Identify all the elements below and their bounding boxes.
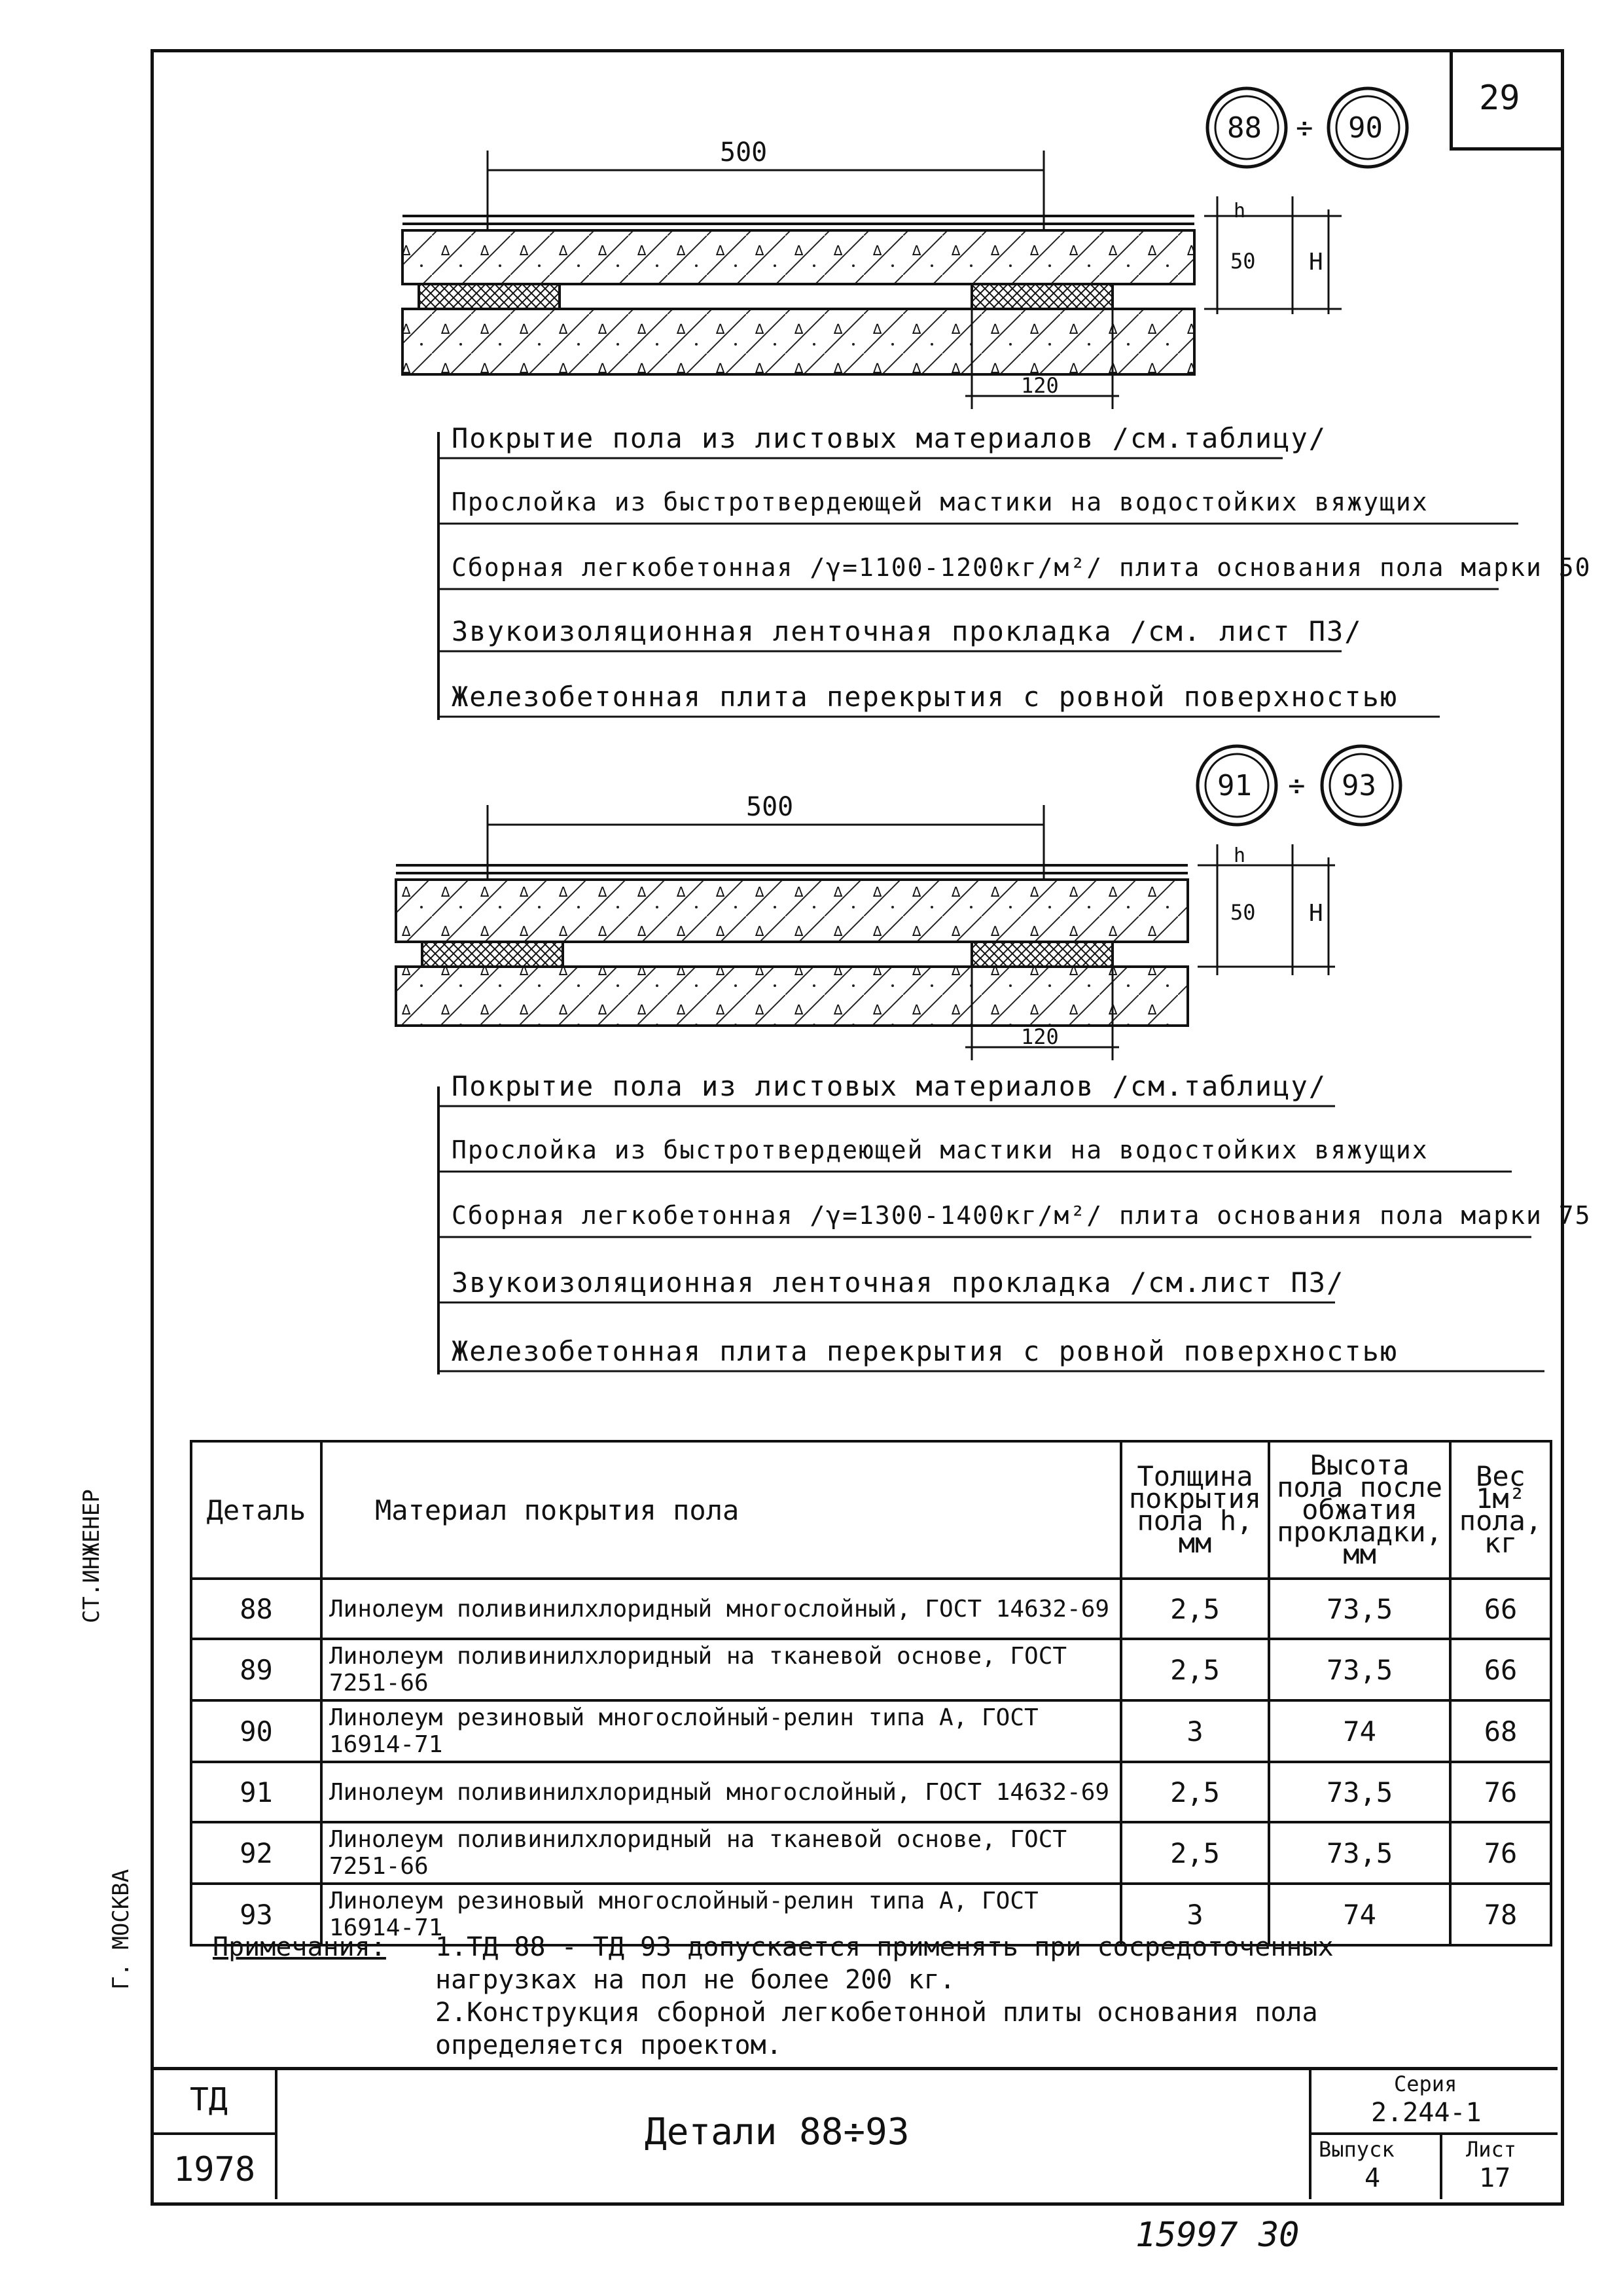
detail-a-layer-4: Звукоизоляционная ленточная прокладка /см. лист П3/ xyxy=(452,615,1363,647)
table-row xyxy=(191,1822,1551,1884)
title-block-right-divider xyxy=(1309,2132,1558,2135)
notes-title: Примечания: xyxy=(213,1932,386,1962)
cell-weight: 76 xyxy=(1450,1762,1551,1822)
table-row xyxy=(191,1639,1551,1700)
cell-weight: 66 xyxy=(1450,1579,1551,1639)
detail-b-dim-H: H xyxy=(1309,900,1323,927)
cell-detail: 91 xyxy=(191,1762,321,1822)
detail-a-layer-1: Покрытие пола из листовых материалов /см.таблицу/ xyxy=(452,422,1327,454)
side-label-engineer: СТ.ИНЖЕНЕР xyxy=(79,1489,105,1623)
title-block-issue-divider xyxy=(1440,2132,1442,2199)
detail-b-range-sep: ÷ xyxy=(1288,769,1306,802)
header-detail: Деталь xyxy=(191,1441,321,1579)
cell-detail: 92 xyxy=(191,1822,321,1884)
series-label: Серия xyxy=(1394,2072,1457,2096)
cell-height: 73,5 xyxy=(1269,1639,1450,1700)
cell-height: 73,5 xyxy=(1269,1822,1450,1884)
issue-label: Выпуск xyxy=(1319,2137,1395,2162)
cell-material: Линолеум резиновый многослойный-релин типа А, ГОСТ 16914-71 xyxy=(321,1884,1121,1945)
detail-b-dim-h: h xyxy=(1234,844,1246,867)
cell-detail: 90 xyxy=(191,1700,321,1762)
left-margin-stamp xyxy=(124,1296,153,2140)
bottom-stamp: 15997 30 xyxy=(1135,2215,1300,2255)
sheet-label: Лист xyxy=(1466,2137,1517,2162)
cell-height: 74 xyxy=(1269,1884,1450,1945)
detail-b-range-from: 91 xyxy=(1217,769,1252,802)
cell-height: 74 xyxy=(1269,1700,1450,1762)
detail-b-layer-3: Сборная легкобетонная /γ=1300-1400кг/м²/ плита основания пола марки 75 xyxy=(452,1201,1592,1230)
detail-b-dim-spacing: 500 xyxy=(746,792,794,822)
cell-weight: 78 xyxy=(1450,1884,1551,1945)
header-height: Высота пола после обжатия прокладки, мм xyxy=(1269,1441,1450,1579)
cell-thickness: 2,5 xyxy=(1121,1639,1269,1700)
cell-detail: 88 xyxy=(191,1579,321,1639)
title-block-year: 1978 xyxy=(173,2150,256,2189)
detail-a-range-from: 88 xyxy=(1227,111,1262,145)
detail-a-layer-3: Сборная легкобетонная /γ=1100-1200кг/м²/ плита основания пола марки 50 xyxy=(452,553,1592,582)
sheet-value: 17 xyxy=(1479,2163,1511,2193)
header-weight: Вес 1м² пола, кг xyxy=(1450,1441,1551,1579)
issue-value: 4 xyxy=(1364,2163,1381,2193)
cell-detail: 93 xyxy=(191,1884,321,1945)
cell-height: 73,5 xyxy=(1269,1762,1450,1822)
series-value: 2.244-1 xyxy=(1371,2098,1482,2128)
detail-b-dim-strip: 120 xyxy=(1021,1024,1059,1049)
detail-a-dim-h: h xyxy=(1234,200,1246,223)
cell-material: Линолеум поливинилхлоридный на тканевой основе, ГОСТ 7251-66 xyxy=(321,1639,1121,1700)
cell-weight: 66 xyxy=(1450,1639,1551,1700)
cell-material: Линолеум поливинилхлоридный на тканевой основе, ГОСТ 7251-66 xyxy=(321,1822,1121,1884)
header-thickness: Толщина покрытия пола h, мм xyxy=(1121,1441,1269,1579)
cell-thickness: 2,5 xyxy=(1121,1579,1269,1639)
detail-b-layer-5: Железобетонная плита перекрытия с ровной поверхностью xyxy=(452,1335,1399,1367)
detail-a-layer-2: Прослойка из быстротвердеющей мастики на водостойких вяжущих xyxy=(452,488,1429,516)
detail-b-layer-1: Покрытие пола из листовых материалов /см.таблицу/ xyxy=(452,1070,1327,1102)
detail-b-layer-2: Прослойка из быстротвердеющей мастики на водостойких вяжущих xyxy=(452,1136,1429,1164)
cell-weight: 76 xyxy=(1450,1822,1551,1884)
table-row xyxy=(191,1700,1551,1762)
detail-a-dim-spacing: 500 xyxy=(720,137,768,168)
cell-thickness: 2,5 xyxy=(1121,1822,1269,1884)
side-label-city: Г. МОСКВА xyxy=(108,1869,134,1990)
detail-a-dim-strip: 120 xyxy=(1021,373,1059,398)
detail-a-range-to: 90 xyxy=(1348,111,1383,145)
page-number: 29 xyxy=(1479,79,1520,118)
detail-a-range-sep: ÷ xyxy=(1296,111,1313,145)
table-row xyxy=(191,1579,1551,1639)
title-block-code: ТД xyxy=(190,2081,228,2118)
materials-table xyxy=(190,1440,1552,1946)
table-header-row xyxy=(191,1441,1551,1579)
header-material: Материал покрытия пола xyxy=(321,1441,1121,1579)
detail-b-drawing xyxy=(0,720,1623,1407)
detail-a-dim-50: 50 xyxy=(1230,249,1256,274)
detail-a-layer-5: Железобетонная плита перекрытия с ровной поверхностью xyxy=(452,681,1399,713)
table-row xyxy=(191,1762,1551,1822)
cell-weight: 68 xyxy=(1450,1700,1551,1762)
cell-material: Линолеум поливинилхлоридный многослойный, ГОСТ 14632-69 xyxy=(321,1579,1121,1639)
note-1: 1.ТД 88 - ТД 93 допускается применять при сосредоточенных нагрузках на пол не более 200 кг. xyxy=(435,1932,1334,1995)
cell-height: 73,5 xyxy=(1269,1579,1450,1639)
detail-b-range-to: 93 xyxy=(1342,769,1376,802)
detail-a-dim-H: H xyxy=(1309,249,1323,276)
cell-thickness: 3 xyxy=(1121,1884,1269,1945)
cell-material: Линолеум резиновый многослойный-релин типа А, ГОСТ 16914-71 xyxy=(321,1700,1121,1762)
cell-thickness: 2,5 xyxy=(1121,1762,1269,1822)
cell-material: Линолеум поливинилхлоридный многослойный, ГОСТ 14632-69 xyxy=(321,1762,1121,1822)
cell-detail: 89 xyxy=(191,1639,321,1700)
title-block-title: Детали 88÷93 xyxy=(645,2111,910,2153)
cell-thickness: 3 xyxy=(1121,1700,1269,1762)
detail-b-layer-4: Звукоизоляционная ленточная прокладка /см.лист П3/ xyxy=(452,1266,1345,1299)
note-2: 2.Конструкция сборной легкобетонной плиты основания пола определяется проектом. xyxy=(435,1998,1318,2060)
detail-b-dim-50: 50 xyxy=(1230,900,1256,925)
